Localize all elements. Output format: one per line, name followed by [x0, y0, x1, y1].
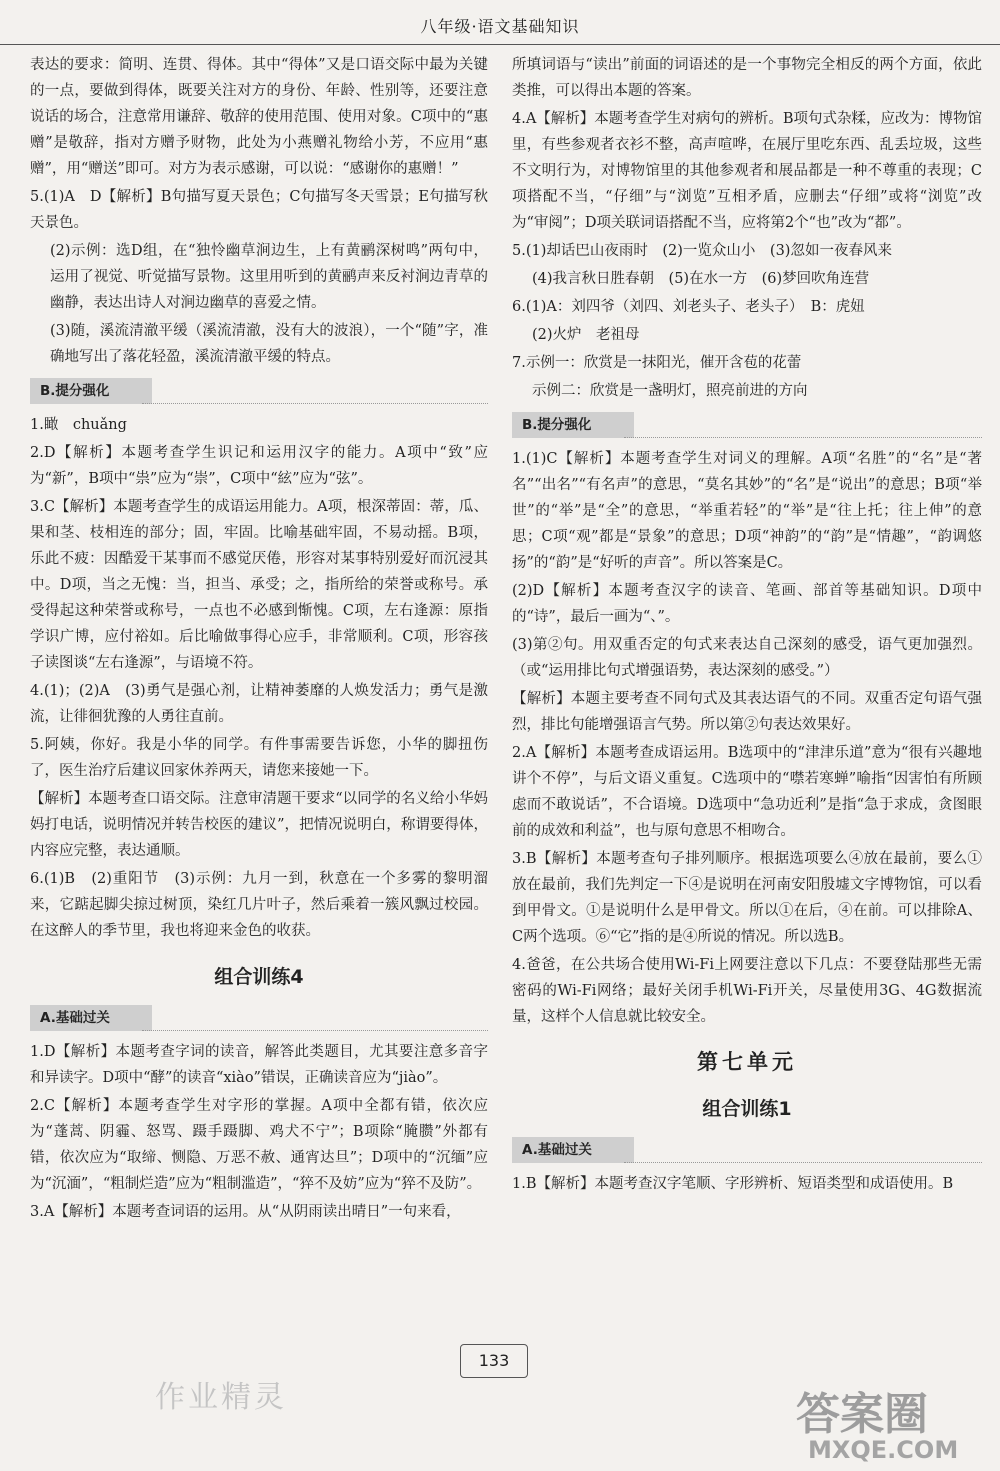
answer-item-5: 5.(1)却话巴山夜雨时 (2)一览众山小 (3)忽如一夜春风来 [512, 243, 892, 259]
section-title: 组合训练1 [702, 1098, 792, 1120]
answer-item-6: 6.(1)A：刘四爷（刘四、刘老头子、老头子） B：虎妞 [512, 299, 865, 315]
answer-item-5: 5.(1)A D【解析】B句描写夏天景色；C句描写冬天雪景；E句描写秋天景色。 [30, 189, 488, 231]
section-title: 组合训练4 [214, 966, 304, 988]
answer-item-1: 1.B【解析】本题考查汉字笔顺、字形辨析、短语类型和成语使用。B [512, 1176, 954, 1192]
watermark-logo: 答案圈 [796, 1389, 928, 1440]
header-title: 八年级·语文基础知识 [420, 17, 580, 36]
answer-subitem: (2)火炉 老祖母 [532, 327, 640, 343]
answer-subitem: (3)随，溪流清澈平缓（溪流清澈，没有大的波浪），一个“随”字，准确地写出了落花轻盈，溪流清澈平缓的特点。 [50, 323, 488, 365]
section-band-basic: A.基础过关 [512, 1137, 634, 1163]
answer-item-5: 5.阿姨，你好。我是小华的同学。有件事需要告诉您，小华的脚扭伤了，医生治疗后建议回家休养两天，请您来接她一下。 [30, 737, 488, 779]
answer-analysis: 【解析】本题考查口语交际。注意审清题干要求“以同学的名义给小华妈妈打电话，说明情况并转告校医的建议”，把情况说明白，称谓要得体，内容应完整，表达通顺。 [30, 791, 488, 859]
answer-item-4: 4.A【解析】本题考查学生对病句的辨析。B项句式杂糅，应改为：博物馆里，有些参观者衣衫不整，高声喧哗，在展厅里吃东西、乱丢垃圾，这些不文明行为，对博物馆里的其他参观者和展品都是一种不尊重的表现；C项搭配不当，“仔细”与“浏览”互相矛盾，应删去“仔细”或将“浏览”改为“审阅”；D项关联词语搭配不当，应将第2个“也”改为“都”。 [512, 111, 982, 231]
section-band-advanced: B.提分强化 [512, 412, 634, 438]
answer-item-7: 7.示例一：欣赏是一抹阳光，催开含苞的花蕾 [512, 355, 802, 371]
unit-title: 第七单元 [697, 1050, 797, 1074]
answer-item-1: 1.(1)C【解析】本题考查学生对词义的理解。A项“名胜”的“名”是“著名”“出名”“有名声”的意思，“莫名其妙”的“名”是“说出”的意思；B项“举世”的“举”是“全”的意思，“举重若轻”的“举”是“往上托；往上伸”的意思；C项“观”都是“景象”的意思；D项“神韵”的“韵”是“情趣”，“韵调悠扬”的“韵”是“好听的声音”。所以答案是C。 [512, 451, 982, 571]
answer-subitem: (2)D【解析】本题考查汉字的读音、笔画、部首等基础知识。D项中的“诗”，最后一画为“、”。 [512, 583, 982, 625]
section-band-advanced: B.提分强化 [30, 378, 152, 404]
answer-paragraph: 表达的要求：简明、连贯、得体。其中“得体”又是口语交际中最为关键的一点，要做到得体，既要关注对方的身份、年龄、性别等，还要注意说话的场合，注意常用谦辞、敬辞的使用范围、使用对象。C项中的“惠赠”是敬辞，指对方赠予财物，此处为小燕赠礼物给小芳，不应用“惠赠”，用“赠送”即可。对方为表示感谢，可以说：“感谢你的惠赠！” [30, 57, 488, 177]
answer-item-4: 4.(1)；(2)A (3)勇气是强心剂，让精神萎靡的人焕发活力；勇气是激流，让徘徊犹豫的人勇往直前。 [30, 683, 488, 725]
watermark-url: MXQE.COM [808, 1436, 959, 1464]
answer-item-3: 3.B【解析】本题考查句子排列顺序。根据选项要么④放在最前，要么①放在最前，我们先判定一下④是说明在河南安阳殷墟文字博物馆，可以看到甲骨文。①是说明什么是甲骨文。所以①在后，④在前。可以排除A、C两个选项。⑥“它”指的是④所说的情况。所以选B。 [512, 851, 982, 945]
answer-item-3: 3.A【解析】本题考查词语的运用。从“从阴雨读出晴日”一句来看， [30, 1204, 461, 1220]
answer-subitem: (2)示例：选D组，在“独怜幽草涧边生，上有黄鹂深树鸣”两句中，运用了视觉、听觉描写景物。这里用听到的黄鹂声来反衬涧边青草的幽静，表达出诗人对涧边幽草的喜爱之情。 [50, 243, 488, 311]
answer-item-1: 1.瞰 chuǎng [30, 417, 127, 433]
answer-item-6: 6.(1)B (2)重阳节 (3)示例：九月一到，秋意在一个多雾的黎明溜来，它踮起脚尖掠过树顶，染红几片叶子，然后乘着一簇风飘过校园。在这醉人的季节里，我也将迎来金色的收获。 [30, 871, 488, 939]
answer-subitem: (3)第②句。用双重否定的句式来表达自己深刻的感受，语气更加强烈。（或“运用排比句式增强语势，表达深刻的感受。”） [512, 637, 982, 679]
answer-analysis: 【解析】本题主要考查不同句式及其表达语气的不同。双重否定句语气强烈，排比句能增强语言气势。所以第②句表达效果好。 [512, 691, 982, 733]
answer-item-3: 3.C【解析】本题考查学生的成语运用能力。A项，根深蒂固：蒂，瓜、果和茎、枝相连的部分；固，牢固。比喻基础牢固，不易动摇。B项，乐此不疲：因酷爱干某事而不感觉厌倦，形容对某事特别爱好而沉浸其中。D项，当之无愧：当，担当、承受；之，指所给的荣誉或称号。承受得起这种荣誉或称号，一点也不必感到惭愧。C项，左右逢源：原指学识广博，应付裕如。后比喻做事得心应手，非常顺利。C项，形容孩子读图谈“左右逢源”，与语境不符。 [30, 499, 488, 671]
watermark-left: 作业精灵 [155, 1380, 287, 1415]
answer-paragraph: 所填词语与“读出”前面的词语述的是一个事物完全相反的两个方面，依此类推，可以得出本题的答案。 [512, 57, 982, 99]
right-column [512, 52, 982, 1199]
answer-item-2: 2.D【解析】本题考查学生识记和运用汉字的能力。A项中“致”应为“新”，B项中“祟”应为“崇”，C项中“絃”应为“弦”。 [30, 445, 488, 487]
answer-item-4: 4.爸爸，在公共场合使用Wi-Fi上网要注意以下几点：不要登陆那些无需密码的Wi-Fi网络；最好关闭手机Wi-Fi开关，尽量使用3G、4G数据流量，这样个人信息就比较安全。 [512, 957, 982, 1025]
answer-item-2: 2.A【解析】本题考查成语运用。B选项中的“津津乐道”意为“很有兴趣地讲个不停”，与后文语义重复。C选项中的“噤若寒蝉”喻指“因害怕有所顾虑而不敢说话”，不合语境。D选项中“急功近利”是指“急于求成，贪图眼前的成效和利益”，也与原句意思不相吻合。 [512, 745, 982, 839]
page-number: 133 [460, 1344, 528, 1378]
answer-subitem: 示例二：欣赏是一盏明灯，照亮前进的方向 [532, 383, 808, 399]
answer-subitem: (4)我言秋日胜春朝 (5)在水一方 (6)梦回吹角连营 [532, 271, 870, 287]
left-column [30, 52, 488, 1227]
answer-item-2: 2.C【解析】本题考查学生对字形的掌握。A项中全都有错，依次应为“蓬蒿、阴霾、怒骂、蹑手蹑脚、鸡犬不宁”；B项除“腌臜”外都有错，依次应为“取缔、恻隐、万恶不赦、通宵达旦”；D项中的“沉缅”应为“沉湎”，“粗制烂造”应为“粗制滥造”，“猝不及妨”应为“猝不及防”。 [30, 1098, 488, 1192]
answer-item-1: 1.D【解析】本题考查字词的读音，解答此类题目，尤其要注意多音字和异读字。D项中“酵”的读音“xiào”错误，正确读音应为“jiào”。 [30, 1044, 488, 1086]
section-band-basic: A.基础过关 [30, 1005, 152, 1031]
page-header [0, 0, 1000, 45]
